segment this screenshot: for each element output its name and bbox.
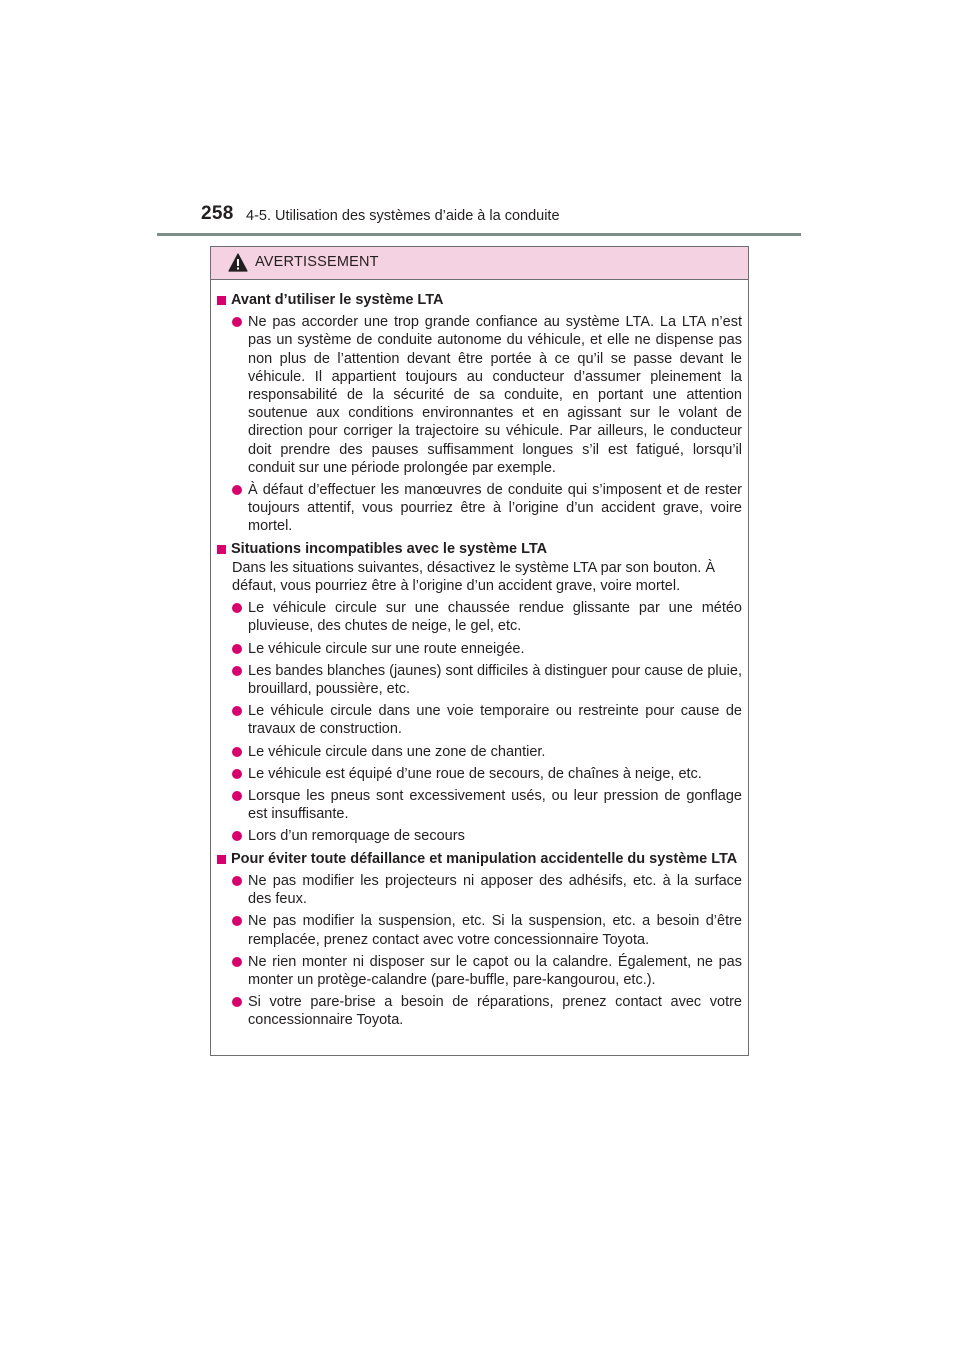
square-bullet-icon	[217, 296, 226, 305]
list-item	[231, 872, 742, 908]
round-bullet-icon	[232, 644, 242, 654]
round-bullet-icon	[232, 957, 242, 967]
list-item-text: Ne rien monter ni disposer sur le capot ou la calandre. Également, ne pas monter un protège-calandre (pare-buffle, pare-kangourou, etc.).	[248, 953, 742, 988]
section-heading	[216, 540, 742, 558]
list-item-text: Ne pas modifier les projecteurs ni apposer des adhésifs, etc. à la surface des feux.	[248, 872, 742, 908]
round-bullet-icon	[232, 485, 242, 495]
list-item	[231, 599, 742, 635]
warning-body	[211, 280, 748, 1030]
section-title: 4-5. Utilisation des systèmes d’aide à la conduite	[246, 208, 560, 224]
list-item-text: Le véhicule circule sur une chaussée rendue glissante par une météo pluvieuse, des chutes de neige, le gel, etc.	[248, 600, 742, 635]
round-bullet-icon	[232, 876, 242, 886]
square-bullet-icon	[217, 545, 226, 554]
list-item	[231, 993, 742, 1029]
warning-box	[210, 246, 749, 1056]
section-intro: Dans les situations suivantes, désactivez le système LTA par son bouton. À défaut, vous pourriez être à l’origine d’un accident grave, voire mortel.	[232, 559, 716, 595]
round-bullet-icon	[232, 997, 242, 1007]
round-bullet-icon	[232, 916, 242, 926]
list-item	[231, 787, 742, 823]
warning-header	[211, 247, 748, 280]
list-item-text: Le véhicule circule sur une route enneigée.	[248, 640, 525, 657]
list-item	[231, 912, 742, 948]
page-header	[0, 0, 960, 240]
warning-title: AVERTISSEMENT	[255, 254, 379, 270]
list-item-text: Les bandes blanches (jaunes) sont difficiles à distinguer pour cause de pluie, brouillard, poussière, etc.	[248, 662, 742, 698]
page-number: 258	[201, 203, 234, 224]
section-heading-text: Situations incompatibles avec le système LTA	[231, 540, 548, 557]
section-heading	[216, 291, 742, 309]
list-item	[231, 702, 742, 738]
section-heading	[216, 850, 742, 868]
list-item-text: Ne pas modifier la suspension, etc. Si la suspension, etc. a besoin d’être remplacée, prenez contact avec votre concessionnaire Toyota.	[248, 913, 742, 948]
list-item-text: Lorsque les pneus sont excessivement usés, ou leur pression de gonflage est insuffisante.	[248, 788, 742, 823]
round-bullet-icon	[232, 603, 242, 613]
list-item	[231, 827, 742, 845]
round-bullet-icon	[232, 769, 242, 779]
list-item-text: Si votre pare-brise a besoin de réparations, prenez contact avec votre concessionnaire Toyota.	[248, 994, 742, 1029]
list-item	[231, 481, 742, 536]
list-item	[231, 662, 742, 698]
warning-triangle-icon	[228, 253, 248, 272]
round-bullet-icon	[232, 666, 242, 676]
square-bullet-icon	[217, 855, 226, 864]
list-item-text: À défaut d’effectuer les manœuvres de conduite qui s’imposent et de rester toujours attentif, vous pourriez être à l’origine d’un accident grave, voire mortel.	[248, 482, 742, 535]
round-bullet-icon	[232, 747, 242, 757]
list-item-text: Le véhicule circule dans une voie temporaire ou restreinte pour cause de travaux de construction.	[248, 703, 742, 738]
list-item	[231, 765, 742, 783]
list-item	[231, 953, 742, 989]
round-bullet-icon	[232, 791, 242, 801]
list-item-text: Ne pas accorder une trop grande confiance au système LTA. La LTA n’est pas un système de conduite autonome du véhicule, et elle ne dispense pas non plus de l’attention devant être portée à ce qu’il se passe devant le véhicule. Il appartient toujours au conducteur d’assumer pleinement la responsabilité de la sécurité de sa conduite, en portant une attention soutenue aux conditions environnantes et en agissant sur le volant de direction pour corriger la trajectoire su véhicule. Par ailleurs, le conducteur doit prendre des pauses suffisamment longues s’il est fatigué, lorsqu’il conduit sur une période prolongée par exemple.	[248, 314, 742, 476]
round-bullet-icon	[232, 831, 242, 841]
list-item	[231, 640, 742, 658]
list-item	[231, 313, 742, 477]
section-heading-text: Pour éviter toute défaillance et manipulation accidentelle du système LTA	[231, 850, 738, 867]
round-bullet-icon	[232, 317, 242, 327]
round-bullet-icon	[232, 706, 242, 716]
list-item-text: Le véhicule circule dans une zone de chantier.	[248, 743, 546, 760]
list-item	[231, 743, 742, 761]
section-heading-text: Avant d’utiliser le système LTA	[231, 292, 444, 308]
header-divider	[157, 233, 801, 236]
list-item-text: Lors d’un remorquage de secours	[248, 828, 465, 845]
list-item-text: Le véhicule est équipé d’une roue de secours, de chaînes à neige, etc.	[248, 765, 702, 782]
